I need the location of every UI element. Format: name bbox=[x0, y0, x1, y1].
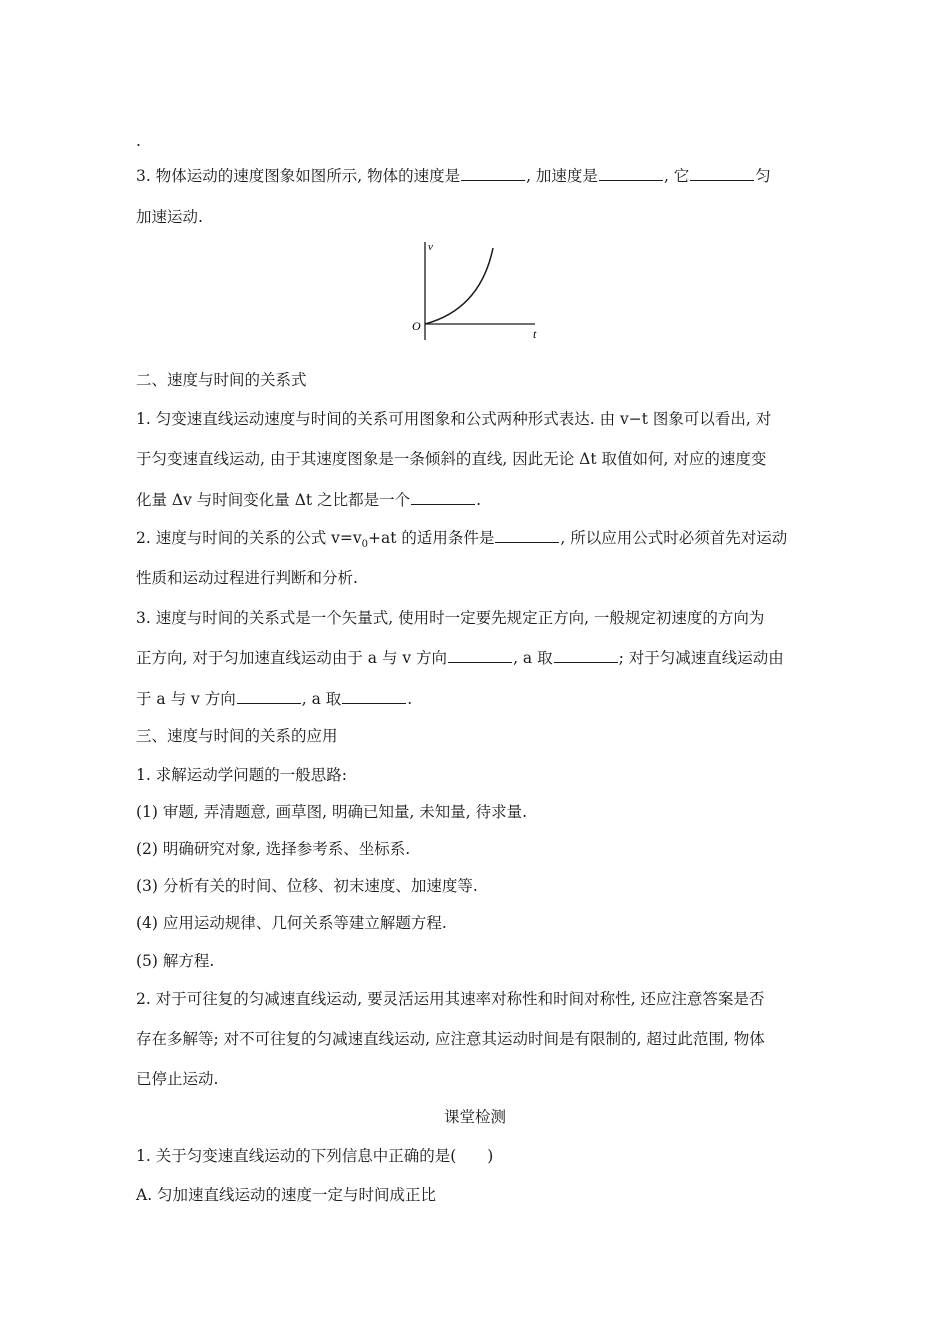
s2-p3-line-3-c: . bbox=[407, 690, 413, 708]
check-option-a: A. 匀加速直线运动的速度一定与时间成正比 bbox=[136, 1186, 437, 1204]
s2-p3-line-2 bbox=[136, 648, 784, 668]
s2-p3-line-3-a: 于 a 与 v 方向 bbox=[136, 690, 236, 708]
answer-blank bbox=[461, 166, 525, 181]
s2-p2-line-1-end: , 所以应用公式时必须首先对运动 bbox=[560, 529, 788, 547]
s2-p3-line-3-b: , a 取 bbox=[301, 690, 342, 708]
check-question-1: 1. 关于匀变速直线运动的下列信息中正确的是( ) bbox=[136, 1147, 494, 1165]
s2-p2-line-1 bbox=[136, 528, 787, 555]
answer-blank bbox=[342, 689, 406, 704]
s3-step-3: (3) 分析有关的时间、位移、初末速度、加速度等. bbox=[136, 877, 478, 895]
s2-p2-line-2: 性质和运动过程进行判断和分析. bbox=[136, 569, 358, 587]
formula-subscript: 0 bbox=[361, 539, 369, 551]
s2-p3-line-3 bbox=[136, 689, 412, 709]
answer-blank bbox=[554, 648, 618, 663]
s2-p1-line-3-text: 化量 Δv 与时间变化量 Δt 之比都是一个 bbox=[136, 491, 411, 509]
question-3-line-2: 加速运动. bbox=[136, 208, 203, 226]
s3-step-1: (1) 审题, 弄清题意, 画草图, 明确已知量, 未知量, 待求量. bbox=[136, 803, 528, 821]
s2-p3-line-2-a: 正方向, 对于匀加速直线运动由于 a 与 v 方向 bbox=[136, 649, 448, 667]
s2-p1-line-3-end: . bbox=[476, 491, 482, 509]
formula-part-2: +at 的适用条件是 bbox=[368, 529, 495, 547]
answer-blank bbox=[237, 689, 301, 704]
stray-dot: . bbox=[136, 132, 141, 150]
q3-mid1: , 加速度是 bbox=[526, 167, 598, 185]
s2-p1-line-3 bbox=[136, 490, 481, 510]
s3-step-2: (2) 明确研究对象, 选择参考系、坐标系. bbox=[136, 840, 411, 858]
s3-p2-line-1: 2. 对于可往复的匀减速直线运动, 要灵活运用其速率对称性和时间对称性, 还应注意答案是否 bbox=[136, 990, 765, 1008]
velocity-curve bbox=[425, 248, 493, 324]
s2-p3-line-1: 3. 速度与时间的关系式是一个矢量式, 使用时一定要先规定正方向, 一般规定初速度的方向为 bbox=[136, 609, 765, 627]
velocity-time-graph bbox=[405, 236, 545, 350]
answer-blank bbox=[411, 490, 475, 505]
q3-mid2: , 它 bbox=[663, 167, 690, 185]
answer-blank bbox=[690, 166, 754, 181]
s3-p1: 1. 求解运动学问题的一般思路: bbox=[136, 766, 347, 784]
y-axis-label: v bbox=[428, 241, 433, 253]
formula-part-1: 2. 速度与时间的关系的公式 v=v bbox=[136, 529, 362, 547]
answer-blank bbox=[495, 528, 559, 543]
s3-p2-line-3: 已停止运动. bbox=[136, 1070, 219, 1088]
x-axis-label: t bbox=[533, 327, 537, 341]
classroom-check-title: 课堂检测 bbox=[443, 1108, 506, 1126]
section-3-title: 三、速度与时间的关系的应用 bbox=[136, 727, 338, 745]
origin-label: O bbox=[412, 319, 421, 333]
s2-p3-line-2-c: ; 对于匀减速直线运动由 bbox=[618, 649, 784, 667]
s3-step-4: (4) 应用运动规律、几何关系等建立解题方程. bbox=[136, 914, 447, 932]
answer-blank bbox=[448, 648, 512, 663]
vt-graph-svg bbox=[405, 236, 545, 346]
section-2-title: 二、速度与时间的关系式 bbox=[136, 371, 307, 389]
q3-suffix: 匀 bbox=[755, 167, 771, 185]
answer-blank bbox=[599, 166, 663, 181]
s3-p2-line-2: 存在多解等; 对不可往复的匀减速直线运动, 应注意其运动时间是有限制的, 超过此范围, 物体 bbox=[136, 1030, 765, 1048]
s2-p1-line-2: 于匀变速直线运动, 由于其速度图象是一条倾斜的直线, 因此无论 Δt 取值如何, 对应的速度变 bbox=[136, 450, 767, 468]
s3-step-5: (5) 解方程. bbox=[136, 952, 215, 970]
s2-p1-line-1: 1. 匀变速直线运动速度与时间的关系可用图象和公式两种形式表达. 由 v−t 图象可以看出, 对 bbox=[136, 410, 772, 428]
question-3-line-1 bbox=[136, 166, 771, 186]
s2-p3-line-2-b: , a 取 bbox=[513, 649, 553, 667]
q3-prefix: 3. 物体运动的速度图象如图所示, 物体的速度是 bbox=[136, 167, 461, 185]
